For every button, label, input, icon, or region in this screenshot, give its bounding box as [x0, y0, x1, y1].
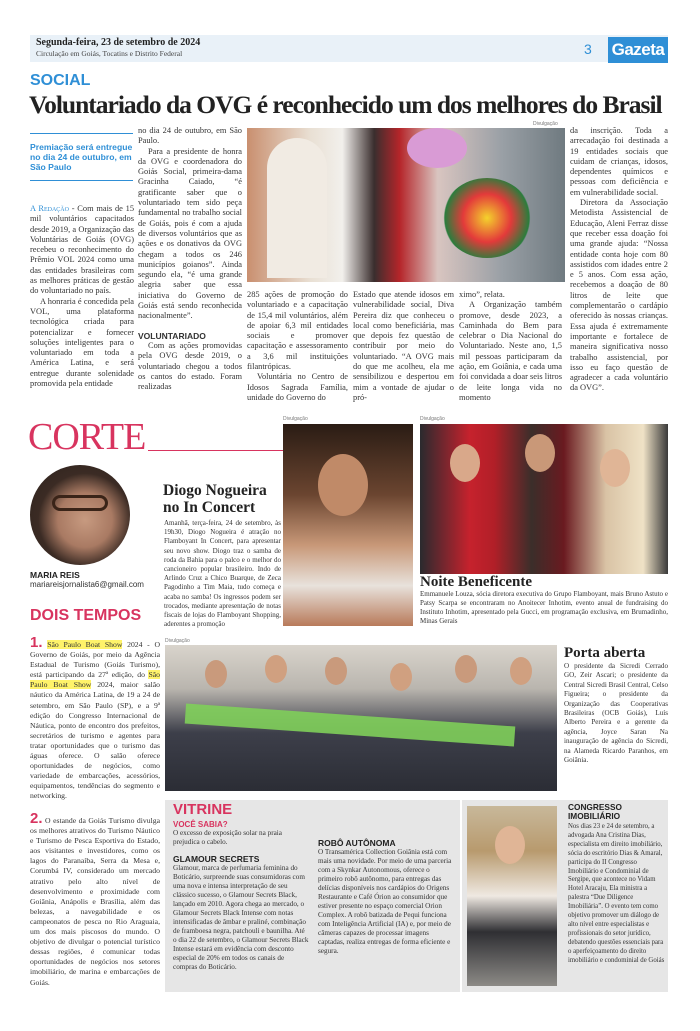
highlight-boat-show-2: São Paulo Boat Show [30, 670, 160, 690]
header-circulation: Circulação em Goiás, Tocatins e Distrito Federal [36, 49, 183, 58]
photo-credit: Divulgação [533, 121, 558, 127]
noite-photo [420, 424, 668, 574]
congresso-photo [467, 806, 557, 986]
vitrine-title: VITRINE [173, 801, 233, 818]
diogo-text: Amanhã, terça-feira, 24 de setembro, às 19h30, Diogo Nogueira é atração no Flamboyant In Concert, para apresentar seu novo show. Diogo traz o samba de roda da Bahia para o palco e o melhor do cancioneiro popular brasileiro. Indo de Arlindo Cruz a Chico Buarque, de Zeca Pagodinho a Tim Maia, tudo começa e acaba no samba! Os ingressos podem ser trocados, mediante apresentação de notas fiscais de lojas do Flamboyant Shopping, aderentes a promoção [164, 519, 281, 629]
subhead: VOLUNTARIADO [138, 330, 206, 341]
article-col-5: ximo”, relata. A Organização também promove, desde 2023, a Caminhada do Bem para celebrar o Dia Nacional do Voluntariado. Neste ano, 1,5 mil pessoas participaram da ação, em Goiânia, e cada uma foi convidada a doar seis litros de leite longa vida no momento [459, 290, 562, 402]
columnist-avatar [30, 465, 130, 565]
article-col-1: A Redação - Com mais de 15 mil voluntários capacitados desde 2019, a Organização das Voluntárias de Goiás (OVG) recebeu o reconhecimento do Prêmio VOL 2024 como uma das entidades brasileiras com as melhores práticas de gestão do voluntariado no país. A honraria é concedida pela VOL, uma plataforma tecnológica criada para potencializar e fornecer soluções inteligentes para o voluntariado em toda a América Latina, e será entregue durante solenidade promovida pela entidade [30, 204, 135, 389]
robo-title: ROBÔ AUTÔNOMA [318, 838, 396, 848]
diogo-credit: Divulgação [283, 416, 308, 422]
dois-tempos-item-2: 2. O estande da Goiás Turismo divulga os melhores atrativos do Turismo Náutico e Turismo de Pesca Esportiva do Estado, aos visitantes e investidores, como os lagos do Paranaíba, Serra da Mesa e, Corumbá IV, considerado um mercado atrativo pelo alto nível de desenvolvimento e proximidade com Goiânia, Anápolis e Brasília, além das belezas, a navegabilidade e os campeonatos de pesca no Rio Araguaia, um dos mais piscosos do mundo. O objetivo de divulgar o potencial turístico dessas regiões, é comunicar todas oportunidades de negócios nos setores imobiliário, de marina e embarcações de Goiás. [30, 810, 160, 987]
item-1-number: 1. [30, 634, 43, 651]
page-number: 3 [584, 41, 592, 57]
headline: Voluntariado da OVG é reconhecido um dos melhores do Brasil [29, 90, 662, 119]
porta-credit: Divulgação [165, 638, 190, 644]
vitrine-col-2 [318, 802, 454, 956]
article-col-4: Estado que atende idosos em vulnerabilidade social, Diva Pereira diz que conheceu o local como beneficiária, mas que depois fez questão de contribuir por meio do voluntariado. “A OVG mais do que me acolheu, ela me sensibilizou e despertou em mim a vontade de ajudar o pró- [353, 290, 454, 402]
noite-title: Noite Beneficente [420, 574, 533, 590]
article-col-6: da inscrição. Toda a arrecadação foi destinada a 19 entidades sociais que cuidam de crianças, idosos, dependentes químicos e pessoas com deficiência e em vulnerabilidade social. Diretora da Associação Metodista Assistencial de Educação, Aleni Ferraz disse que receber essa doação foi uma grande ajuda: “Nossa entidade conta hoje com 80 assistidos com idades entre 2 e 5 anos. Com essa ação, recebemos a doação de 80 litros de leite que complementarão o cardápio oferecido às nossas crianças. Essa ajuda é extremamente importante e fortalece de maneira significativa nosso trabalho assistencial, por isso eu faço questão de agradecer a cada voluntário da OVG”. [570, 126, 668, 393]
congresso-title: CONGRESSO IMOBILIÁRIO [568, 802, 622, 821]
vitrine-col-1: VOCÊ SABIA? O excesso de exposição solar na praia prejudica o cabelo. GLAMOUR SECRETS Glamour, marca de perfumaria feminina do Boticário, surpreende suas consumidoras com uma nova e intensa interpretação de seu clássico sucesso, o Glamour Secrets Black, lançado em 2010. Agora chega ao mercado, o Glamour Secrets Black Intense com notas intensificadas de âmbar e praliné, combinação de framboesa negra, patchouli e baunilha. Até o dia 22 de setembro, o Glamour Secrets Black Intense estará em evidência com desconto especial de 20% em todos os canais de compras do Boticário. [173, 820, 309, 976]
byline: A Redação [30, 204, 69, 213]
dois-tempos-item-1: 1. São Paulo Boat Show 2024 - O Governo de Goiás, por meio da Agência Estadual de Turismo (Goiás Turismo), está participando da 27ª edição, do São Paulo Boat Show 2024, maior salão náutico da América Latina, de 19 a 24 de setembro, em São Paulo (SP), e a 9ª edição do Congresso Internacional de Náutica, ponto de encontro dos prefeitos, secretários de turismo e agentes para tratar oportunidades que o turismo das águas oferece. O salão oferece oportunidades de negócios, como variedade de embarcações, acessórios, equipamentos, tendências do segmento e networking. [30, 634, 161, 801]
corte-rule [148, 450, 283, 451]
item-2-number: 2. [30, 810, 43, 827]
deck: Premiação será entregue no dia 24 de outubro, em São Paulo [30, 142, 133, 172]
porta-title: Porta aberta [564, 645, 646, 661]
gazeta-logo: Gazeta [608, 37, 668, 63]
noite-text: Emmanuele Louza, sócia diretora executiva do Grupo Flamboyant, mais Bruno Astuto e Patsy Scarpa se encontraram no Anoitecer Inhotim, evento anual de fundraising do Instituto Inhotim, apresentado pela Gucci, em programação exclusiva, em Brumadinho, Minas Gerais [420, 590, 668, 625]
deck-box [30, 133, 133, 181]
glamour-text: Glamour, marca de perfumaria feminina do Boticário, surpreende suas consumidoras com uma nova e intensa interpretação de seu clássico sucesso, o Glamour Secrets Black, lançado em 2010. Agora chega ao mercado, o Glamour Secrets Black Intense com notas intensificadas de âmbar e praliné, combinação de framboesa negra, patchouli e baunilha. Até o dia 22 de setembro, o Glamour Secrets Black Intense estará em evidência com desconto especial de 20% em todos os canais de compras do Boticário. [173, 864, 309, 971]
dois-tempos-title: DOIS TEMPOS [30, 607, 142, 624]
diogo-title: Diogo Nogueira no In Concert [163, 482, 267, 516]
porta-photo [165, 645, 557, 791]
voce-sabia-title: VOCÊ SABIA? [173, 820, 228, 829]
header-date: Segunda-feira, 23 de setembro de 2024 [36, 37, 201, 48]
corte-title: CORTE [28, 416, 146, 458]
columnist-email[interactable]: mariareisjornalista6@gmail.com [30, 580, 144, 589]
article-col-2: no dia 24 de outubro, em São Paulo. Para a presidente de honra da OVG e coordenadora do Goiás Social, primeira-dama Gracinha Caiado, “é gratificante saber que o voluntariado tem sido peça fundamental no trabalho social de Goiás, pois é com a ajuda de diversos voluntários que as ações e os donativos da OVG chegam a todos os 246 municípios goianos”. Ainda segundo ela, “é uma grande alegria saber que essa iniciativa do Governo de Goiás está sendo reconhecida nacionalmente”. VOLUNTARIADO Com as ações promovidas pela OVG desde 2019, o voluntariado chegou a todos os cantos do estado. Foram realizadas [138, 126, 242, 392]
highlight-boat-show: São Paulo Boat Show [47, 640, 123, 649]
robo-text: O Transamérica Collection Goiânia está com mais uma novidade. Por meio de uma parceria com a Skynkar Autonomous, oferece o primeiro robô autônomo, para entregas das delícias disponíveis nos cardápios do Origens Restaurante e Café Órion ao consumidor que estiver presente no espaço comercial Orion Complex. A robô batizada de Pequi funciona com Inteligência Artificial (IA) e, por meio de câmeras capazes de processar imagens captadas, realiza entregas de forma eficiente e segura. [318, 848, 452, 955]
noite-credit: Divulgação [420, 416, 445, 422]
porta-text: O presidente da Sicredi Cerrado GO, Zeir Ascari; o presidente da Central Sicredi Brasil Central, Celso Figueira; o presidente da Organização das Cooperativas Brasileiras (OCB Goiás), Luís Alberto Pereira e a gerente da agência, Joyce Saran Na inauguração de agência do Sicredi, na Alameda Ricardo Paranhos, em Goiânia. [564, 662, 668, 765]
glamour-title: GLAMOUR SECRETS [173, 854, 260, 864]
congresso-text: Nos dias 23 e 24 de setembro, a advogada Ana Cristina Dias, especialista em direito imobiliário, sócia do escritório Dias & Amaral, participa do II Congresso Imobiliário e Condominial de Sergipe, que acontece no Vidam Hotel Aracaju, Ela ministra a palestra “Due Diligence Imobiliária”. O evento tem como objetivo promover um diálogo de alto nível entre especialistas e profissionais do setor jurídico, debatendo questões essenciais para o aperfeiçoamento do direito imobiliário e condominial de Goiás [568, 823, 665, 964]
diogo-photo [283, 424, 413, 626]
article-photo-volunteers [247, 128, 565, 282]
columnist-name: MARIA REIS [30, 570, 80, 580]
section-label: SOCIAL [30, 72, 91, 89]
article-col-3: 285 ações de promoção do voluntariado e a capacitação de 15,4 mil voluntários, além de apoiar 6,3 mil entidades sociais e promover capacitação e assessoramento a 3,6 mil instituições filantrópicas. Voluntária no Centro de Idosos Sagrada Família, unidade do Governo do [247, 290, 348, 402]
